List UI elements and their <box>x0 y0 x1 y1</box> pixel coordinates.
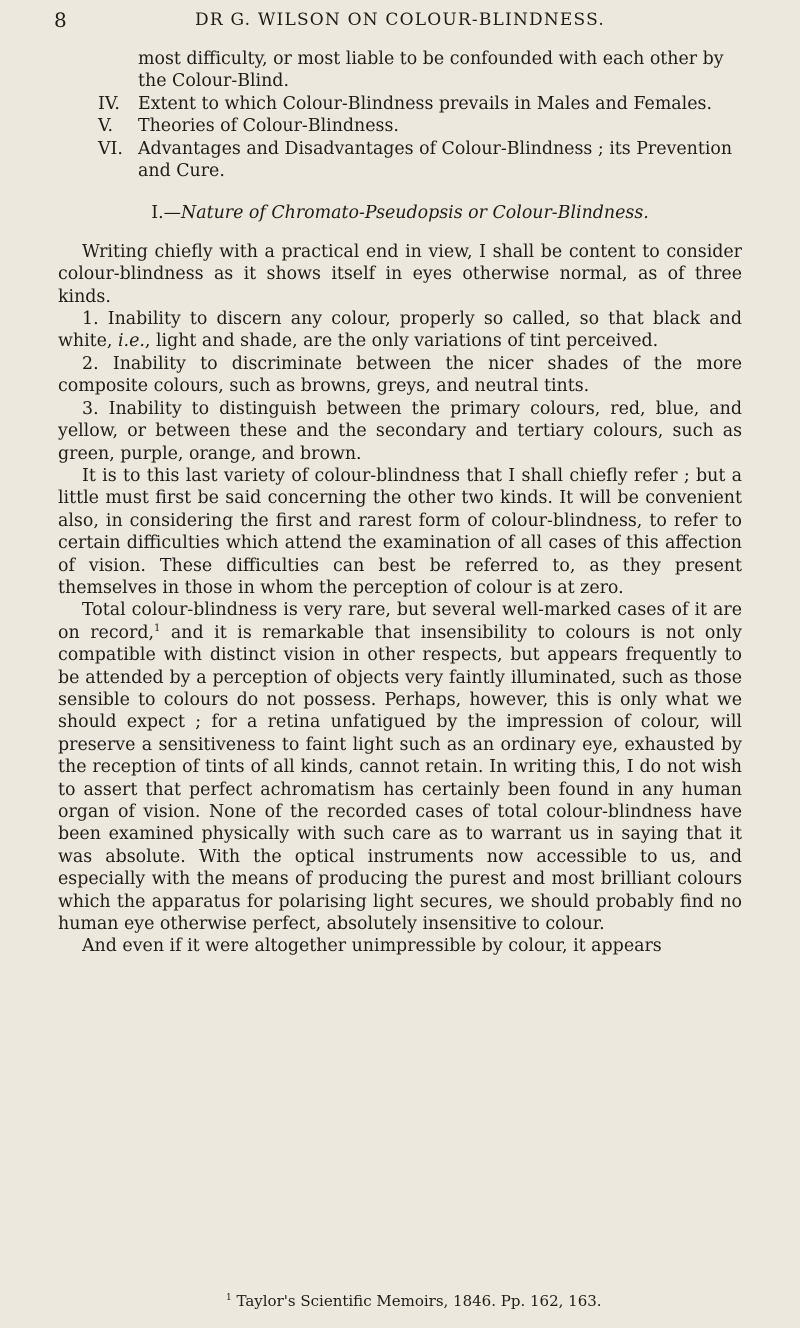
footnote-marker: 1 <box>226 1293 232 1303</box>
section-heading <box>58 202 742 224</box>
outline-numeral: VI. <box>98 138 123 159</box>
paragraph <box>58 599 742 935</box>
kind-item: 2. Inability to discriminate between the nicer shades of the more composite colours, such as browns, greys, and neutral tints. <box>58 353 742 397</box>
paragraph-text: Total colour-blindness is very rare, but several well-marked cases of it are on record, <box>58 600 742 643</box>
kind-item: 3. Inability to distinguish between the primary colours, red, blue, and yellow, or between these and the secondary and tertiary colours, such as green, purple, orange, and brown. <box>58 398 742 464</box>
outline-text: Extent to which Colour-Blindness prevails in Males and Females. <box>138 93 712 114</box>
page-number: 8 <box>54 8 67 32</box>
outline-item <box>58 138 742 183</box>
outline-item <box>58 93 742 115</box>
paragraph-text: and it is remarkable that insensibility to colours is not only compatible with distinct vision in other respects, but appears frequently to be attended by a perception of objects very faintly illuminated, such as those sensible to colours do not possess. Perhaps, however, this is only what we should expect ; for a retina unfatigued by the impression of colour, will preserve a sensitiveness to faint light such as an ordinary eye, exhausted by the reception of tints of all kinds, cannot retain. In writing this, I do not wish to assert that perfect achromatism has certainly been found in any human organ of vision. None of the recorded cases of total colour-blindness have been examined physically with such care as to warrant us in saying that it was absolute. With the optical instruments now accessible to us, and especially with the means of producing the purest and most brilliant colours which the apparatus for polarising light secures, we should probably find no human eye otherwise perfect, absolutely insensitive to colour. <box>58 622 742 935</box>
footnote-text: Taylor's Scientific Memoirs, 1846. Pp. 162, 163. <box>231 1292 602 1310</box>
kind-text: , light and shade, are the only variations of tint perceived. <box>144 331 659 352</box>
kind-item <box>58 308 742 353</box>
outline-continuation: most difficulty, or most liable to be confounded with each other by the Colour-Blind. <box>138 49 724 92</box>
paragraph: And even if it were altogether unimpressible by colour, it appears <box>82 936 662 957</box>
kinds-list <box>58 308 742 465</box>
kind-text: 1. Inability to discern any colour, properly so called, so that black and white, <box>58 309 742 352</box>
footnote <box>226 1292 602 1310</box>
paragraph: It is to this last variety of colour-blindness that I shall chiefly refer ; but a little must first be said concerning the other two kinds. It will be convenient also, in considering the first and rarest form of colour-blindness, to refer to certain difficulties which attend the examination of all cases of this affection of vision. These difficulties can best be referred to, as they present themselves in those in whom the perception of colour is at zero. <box>58 465 742 598</box>
outline-numeral: V. <box>98 116 114 137</box>
outline-numeral: IV. <box>98 93 120 114</box>
paragraph: Writing chiefly with a practical end in view, I shall be content to consider colour-blindness as it shows itself in eyes otherwise normal, as of three kinds. <box>58 241 742 307</box>
running-head <box>0 6 800 36</box>
outline-item <box>58 115 742 137</box>
section-title: Nature of Chromato-Pseudopsis or Colour-Blindness. <box>181 203 649 224</box>
body-text <box>58 48 742 958</box>
running-title: DR G. WILSON ON COLOUR-BLINDNESS. <box>195 10 605 30</box>
section-number: I.— <box>151 203 182 224</box>
outline-text: Theories of Colour-Blindness. <box>138 116 399 137</box>
outline-list <box>58 93 742 183</box>
kind-abbreviation: i.e. <box>117 331 145 352</box>
footnote-reference[interactable]: 1 <box>154 622 161 634</box>
outline-text: Advantages and Disadvantages of Colour-Blindness ; its Prevention and Cure. <box>138 138 733 182</box>
